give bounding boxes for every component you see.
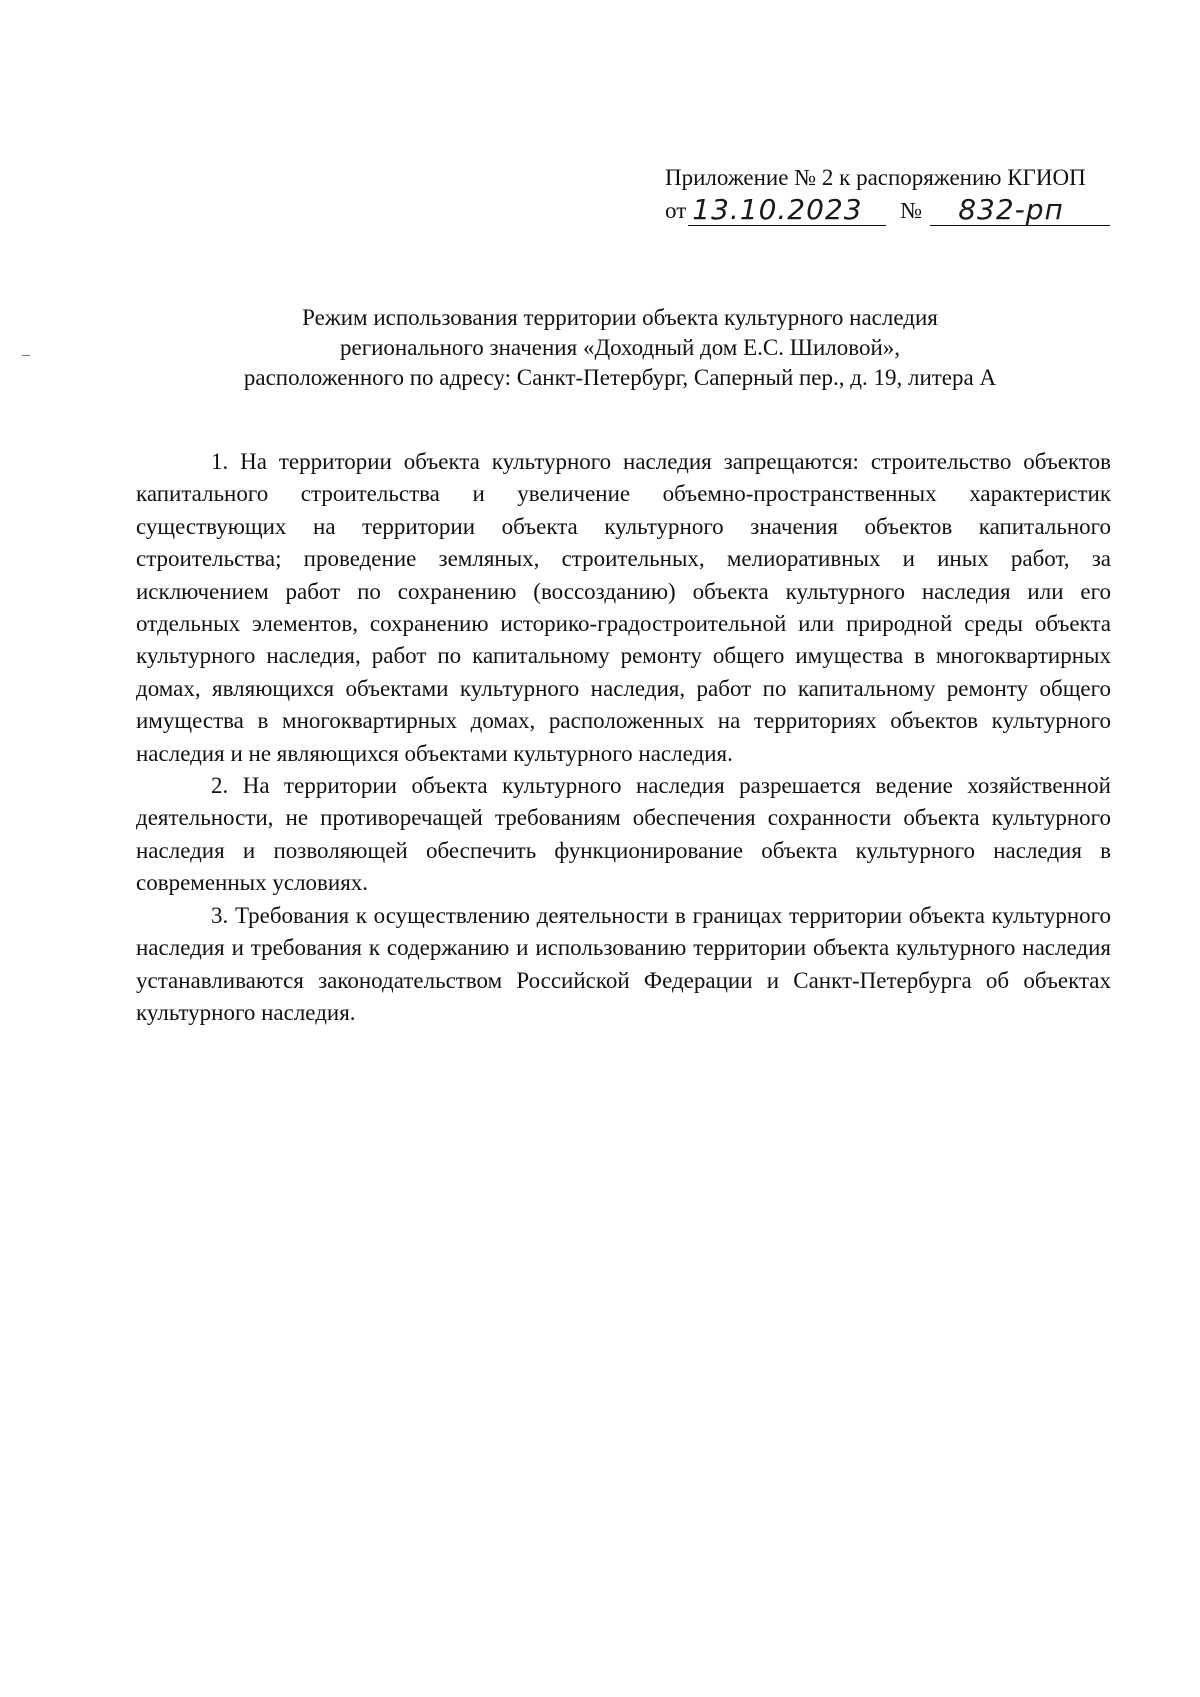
order-date-number-line: [665, 195, 1115, 226]
handwritten-date: 13.10.2023: [688, 195, 886, 226]
appendix-header: [665, 163, 1115, 226]
paragraph-2: 2. На территории объекта культурного наследия разрешается ведение хозяйственной деятельности, не противоречащей требованиям обеспечения сохранности объекта культурного наследия и позволяющей обеспечить функционирование объекта культурного наследия в современных условиях.: [136, 773, 1111, 896]
from-label: от: [665, 198, 687, 223]
title-line-1: Режим использования территории объекта культурного наследия: [302, 305, 938, 330]
paragraph-1: 1. На территории объекта культурного наследия запрещаются: строительство объектов капитального строительства и увеличение объемно-пространственных характеристик существующих на территории объекта культурного значения объектов капитального строительства; проведение земляных, строительных, мелиоративных и иных работ, за исключением работ по сохранению (воссозданию) объекта культурного наследия или его отдельных элементов, сохранению историко-градостроительной или природной среды объекта культурного наследия, работ по капитальному ремонту общего имущества в многоквартирных домах, являющихся объектами культурного наследия, работ по капитальному ремонту общего имущества в многоквартирных домах, расположенных на территориях объектов культурного наследия и не являющихся объектами культурного наследия.: [136, 449, 1111, 766]
title-line-3: расположенного по адресу: Санкт-Петербург, Саперный пер., д. 19, литера А: [243, 365, 997, 390]
document-title: [130, 303, 1110, 393]
handwritten-order-number: 832-рп: [930, 195, 1110, 226]
document-body: [136, 446, 1111, 1029]
title-line-2: регионального значения «Доходный дом Е.С. Шиловой»,: [339, 335, 901, 360]
appendix-reference: Приложение № 2 к распоряжению КГИОП: [665, 165, 1086, 190]
paragraph-3: 3. Требования к осуществлению деятельности в границах территории объекта культурного наследия и требования к содержанию и использованию территории объекта культурного наследия устанавливаются законодательством Российской Федерации и Санкт-Петербурга об объектах культурного наследия.: [136, 902, 1111, 1025]
number-label: №: [900, 198, 923, 223]
margin-mark: [22, 355, 30, 356]
